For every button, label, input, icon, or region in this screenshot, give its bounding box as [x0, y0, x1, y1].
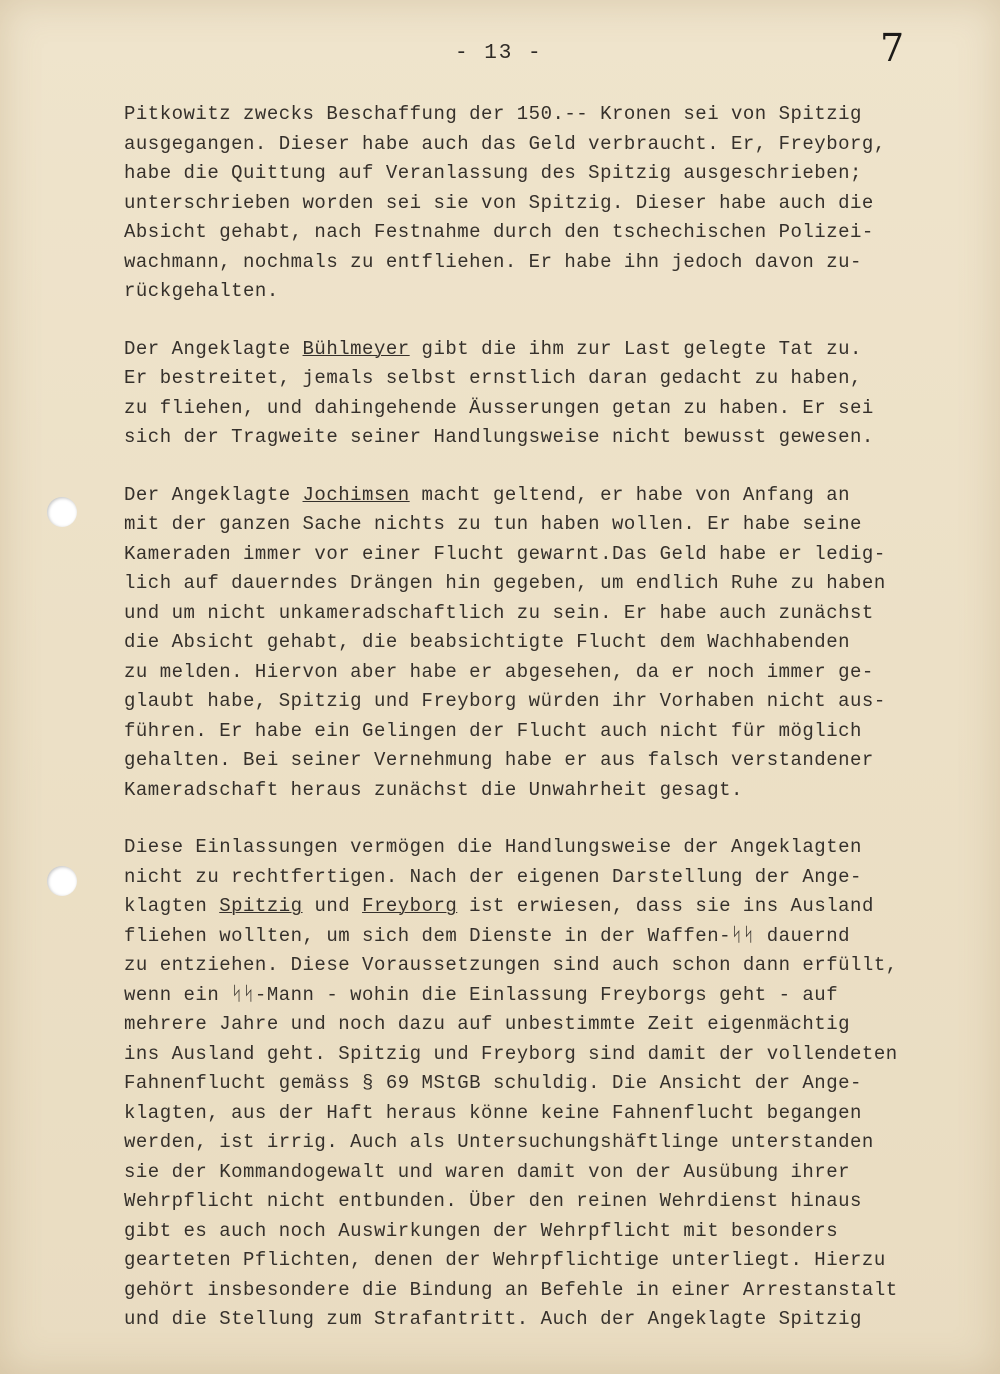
- underlined-name: Bühlmeyer: [302, 337, 410, 360]
- text-line: [124, 335, 924, 365]
- text-line: rückgehalten.: [124, 280, 279, 302]
- text-line: und um nicht unkameradschaftlich zu sein. Er habe auch zunächst: [124, 601, 874, 624]
- document-body: [124, 100, 924, 1363]
- underlined-name: Spitzig: [219, 895, 303, 917]
- text-line: mit der ganzen Sache nichts zu tun haben wollen. Er habe seine: [124, 513, 862, 535]
- text-line: gehört insbesondere die Bindung an Befehle in einer Arrestanstalt: [124, 1278, 898, 1301]
- paragraph: [124, 481, 924, 806]
- text-line: zu fliehen, und dahingehende Äusserungen getan zu haben. Er sei: [124, 396, 874, 419]
- underlined-name: Jochimsen: [302, 483, 410, 506]
- text-segment: gibt die ihm zur Last gelegte Tat zu.: [409, 337, 862, 360]
- text-line: Pitkowitz zwecks Beschaffung der 150.-- Kronen sei von Spitzig: [124, 103, 862, 125]
- text-line: führen. Er habe ein Gelingen der Flucht auch nicht für möglich: [124, 719, 862, 742]
- text-segment: Der Angeklagte: [124, 483, 303, 506]
- text-segment: und: [302, 895, 363, 917]
- text-line: mehrere Jahre und noch dazu auf unbestimmte Zeit eigenmächtig: [124, 1013, 851, 1035]
- paragraph: [124, 335, 924, 453]
- text-line: die Absicht gehabt, die beabsichtigte Flucht dem Wachhabenden: [124, 631, 851, 653]
- text-line: fliehen wollten, um sich dem Dienste in der Waffen-ᛋᛋ dauernd: [124, 924, 851, 947]
- punch-hole-top: [47, 497, 77, 527]
- text-line: gearteten Pflichten, denen der Wehrpflichtige unterliegt. Hierzu: [124, 1249, 886, 1271]
- text-segment: klagten: [124, 895, 220, 917]
- text-segment: Der Angeklagte: [124, 337, 303, 360]
- text-line: werden, ist irrig. Auch als Untersuchungshäftlinge unterstanden: [124, 1131, 874, 1153]
- text-line: Wehrpflicht nicht entbunden. Über den reinen Wehrdienst hinaus: [124, 1190, 862, 1212]
- text-line: sie der Kommandogewalt und waren damit von der Ausübung ihrer: [124, 1160, 851, 1183]
- text-line: habe die Quittung auf Veranlassung des Spitzig ausgeschrieben;: [124, 162, 862, 184]
- text-line: unterschrieben worden sei sie von Spitzig. Dieser habe auch die: [124, 191, 874, 214]
- handwritten-page-number: 7: [880, 26, 905, 70]
- text-line: Er bestreitet, jemals selbst ernstlich daran gedacht zu haben,: [124, 367, 862, 389]
- text-line: sich der Tragweite seiner Handlungsweise nicht bewusst gewesen.: [124, 426, 874, 448]
- text-line: wachmann, nochmals zu entfliehen. Er habe ihn jedoch davon zu-: [124, 250, 862, 273]
- punch-hole-bottom: [47, 866, 77, 896]
- text-line: glaubt habe, Spitzig und Freyborg würden ihr Vorhaben nicht aus-: [124, 690, 886, 712]
- text-line: lich auf dauerndes Drängen hin gegeben, um endlich Ruhe zu haben: [124, 572, 886, 594]
- text-line: zu melden. Hiervon aber habe er abgesehen, da er noch immer ge-: [124, 660, 874, 683]
- text-line: [124, 481, 924, 511]
- text-line: gibt es auch noch Auswirkungen der Wehrpflicht mit besonders: [124, 1219, 839, 1242]
- text-line: und die Stellung zum Strafantritt. Auch der Angeklagte Spitzig: [124, 1308, 862, 1330]
- text-line: ins Ausland geht. Spitzig und Freyborg sind damit der vollendeten: [124, 1042, 898, 1065]
- text-line: [124, 892, 924, 922]
- text-line: Diese Einlassungen vermögen die Handlungsweise der Angeklagten: [124, 836, 862, 858]
- text-line: wenn ein ᛋᛋ-Mann - wohin die Einlassung Freyborgs geht - auf: [124, 983, 839, 1006]
- text-segment: macht geltend, er habe von Anfang an: [409, 483, 851, 506]
- text-line: zu entziehen. Diese Voraussetzungen sind auch schon dann erfüllt,: [124, 954, 898, 976]
- text-segment: ist erwiesen, dass sie ins Ausland: [457, 895, 874, 917]
- text-line: Fahnenflucht gemäss § 69 MStGB schuldig. Die Ansicht der Ange-: [124, 1072, 862, 1094]
- paragraph: [124, 100, 924, 307]
- text-line: Kameradschaft heraus zunächst die Unwahrheit gesagt.: [124, 778, 743, 801]
- text-line: gehalten. Bei seiner Vernehmung habe er aus falsch verstandener: [124, 749, 874, 771]
- underlined-name: Freyborg: [362, 895, 458, 917]
- text-line: Absicht gehabt, nach Festnahme durch den tschechischen Polizei-: [124, 221, 874, 243]
- text-line: Kameraden immer vor einer Flucht gewarnt.Das Geld habe er ledig-: [124, 542, 886, 565]
- page-number: - 13 -: [455, 42, 543, 65]
- paragraph: [124, 833, 924, 1335]
- text-line: ausgegangen. Dieser habe auch das Geld verbraucht. Er, Freyborg,: [124, 132, 886, 155]
- text-line: klagten, aus der Haft heraus könne keine Fahnenflucht begangen: [124, 1101, 862, 1124]
- text-line: nicht zu rechtfertigen. Nach der eigenen Darstellung der Ange-: [124, 865, 862, 888]
